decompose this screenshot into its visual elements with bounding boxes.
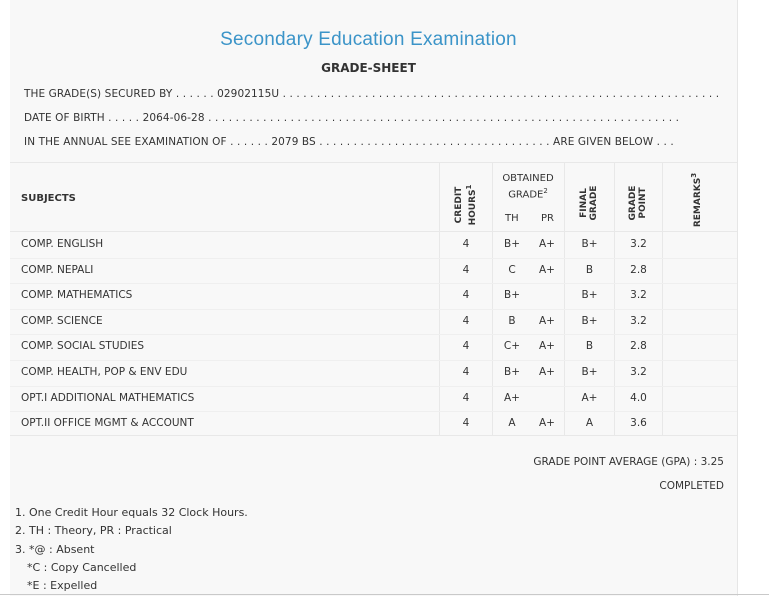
- final-grade-cell: B+: [581, 366, 598, 378]
- credit-header-line2: [464, 175, 478, 235]
- grade-point-cell: 3.6: [630, 417, 647, 429]
- secured-by-line: [24, 88, 719, 100]
- table-top-rule: [10, 162, 737, 163]
- th-cell: A: [508, 417, 516, 429]
- pr-cell: A+: [539, 315, 555, 327]
- grade-point-cell: 3.2: [630, 366, 647, 378]
- final-grade-cell: B+: [581, 238, 598, 250]
- th-cell: B: [508, 315, 516, 327]
- exam-year: 2079 BS: [271, 136, 316, 148]
- row-divider: [10, 386, 737, 387]
- exam-line: [24, 136, 674, 148]
- col-divider: [662, 162, 663, 435]
- pr-cell: A+: [539, 264, 555, 276]
- subject-cell: OPT.I ADDITIONAL MATHEMATICS: [21, 392, 195, 404]
- note-credit-hour: 1. One Credit Hour equals 32 Clock Hours.: [15, 506, 248, 519]
- final-grade-header: [579, 173, 599, 233]
- exam-dots: . . . . . . . . . . . . . . . . . . . . . . . . . . . . . . . . . .: [319, 136, 550, 148]
- final-header-line1: FINAL: [579, 188, 589, 218]
- dob-prefix: DATE OF BIRTH . . . . .: [24, 112, 140, 124]
- col-divider: [492, 162, 493, 435]
- credit-cell: 4: [462, 238, 470, 250]
- exam-suffix: ARE GIVEN BELOW . . .: [553, 136, 674, 148]
- row-divider: [10, 283, 737, 284]
- gp-header-line2: POINT: [638, 187, 648, 219]
- pr-cell: A+: [539, 340, 555, 352]
- row-divider: [10, 334, 737, 335]
- final-grade-cell: B: [585, 340, 594, 352]
- credit-cell: 4: [462, 289, 470, 301]
- note-th-pr: 2. TH : Theory, PR : Practical: [15, 524, 172, 537]
- secured-by-prefix: THE GRADE(S) SECURED BY . . . . . .: [24, 88, 214, 100]
- row-divider: [10, 411, 737, 412]
- remarks-header-text: [689, 168, 703, 232]
- row-divider: [10, 360, 737, 361]
- remarks-header: [689, 168, 703, 232]
- credit-cell: 4: [462, 264, 470, 276]
- obtained-header-grade: GRADE: [508, 189, 544, 201]
- subject-cell: COMP. MATHEMATICS: [21, 289, 133, 301]
- final-grade-cell: A: [585, 417, 594, 429]
- credit-header-sup: 1: [465, 184, 473, 190]
- note-absent: 3. *@ : Absent: [15, 543, 95, 556]
- grade-point-cell: 2.8: [630, 340, 647, 352]
- final-grade-cell: B+: [581, 315, 598, 327]
- grade-point-cell: 2.8: [630, 264, 647, 276]
- grade-point-cell: 3.2: [630, 289, 647, 301]
- credit-cell: 4: [462, 366, 470, 378]
- obtained-header-line1: OBTAINED: [502, 173, 554, 184]
- grade-point-cell: 3.2: [630, 315, 647, 327]
- subject-cell: COMP. ENGLISH: [21, 238, 104, 250]
- bottom-border: [0, 594, 769, 595]
- right-border: [737, 0, 738, 596]
- credit-cell: 4: [462, 315, 470, 327]
- credit-cell: 4: [462, 417, 470, 429]
- subject-cell: COMP. HEALTH, POP & ENV EDU: [21, 366, 188, 378]
- remarks-header-sup: 3: [690, 172, 698, 178]
- final-grade-cell: B: [585, 264, 594, 276]
- th-cell: B+: [503, 238, 520, 250]
- obtained-grade-header: [492, 172, 564, 201]
- th-cell: B+: [503, 366, 520, 378]
- credit-cell: 4: [462, 340, 470, 352]
- subject-cell: COMP. SCIENCE: [21, 315, 103, 327]
- sheet-title: GRADE-SHEET: [321, 61, 416, 75]
- remarks-header-label: REMARKS: [693, 177, 703, 228]
- result-status: COMPLETED: [659, 480, 724, 492]
- final-header-line2: GRADE: [589, 185, 599, 221]
- date-of-birth: 2064-06-28: [142, 112, 205, 124]
- credit-hours-header: [454, 175, 478, 235]
- credit-header-line1: CREDIT: [454, 186, 464, 224]
- credit-header-hours: HOURS: [468, 189, 478, 226]
- exam-title: Secondary Education Examination: [220, 29, 517, 50]
- credit-cell: 4: [462, 392, 470, 404]
- th-cell: C+: [503, 340, 521, 352]
- obtained-header-line2: [492, 185, 564, 201]
- subject-cell: COMP. NEPALI: [21, 264, 94, 276]
- pr-cell: A+: [539, 366, 555, 378]
- row-divider: [10, 309, 737, 310]
- subject-cell: COMP. SOCIAL STUDIES: [21, 340, 145, 352]
- secured-by-dots: . . . . . . . . . . . . . . . . . . . . . . . . . . . . . . . . . . . . . . . . . . . . . . . . . . . . . . . . . . . . . . . .: [282, 88, 720, 100]
- symbol-number: 02902115U: [217, 88, 280, 100]
- pr-cell: A+: [539, 417, 555, 429]
- grade-point-header: [628, 173, 648, 233]
- th-cell: A+: [504, 392, 520, 404]
- dob-dots: . . . . . . . . . . . . . . . . . . . . . . . . . . . . . . . . . . . . . . . . . . . . . . . . . . . . . . . . . . . . . . . . . . . . .: [208, 112, 680, 124]
- row-divider: [10, 258, 737, 259]
- pr-cell: A+: [539, 238, 555, 250]
- gp-header-line1: GRADE: [628, 185, 638, 221]
- pr-header: PR: [541, 213, 554, 224]
- th-cell: C: [508, 264, 516, 276]
- th-cell: B+: [503, 289, 520, 301]
- final-grade-cell: A+: [581, 392, 598, 404]
- subjects-header: SUBJECTS: [21, 193, 76, 204]
- final-grade-cell: B+: [581, 289, 598, 301]
- th-header: TH: [505, 213, 519, 224]
- grade-point-cell: 4.0: [630, 392, 647, 404]
- gpa-summary: GRADE POINT AVERAGE (GPA) : 3.25: [533, 456, 724, 468]
- obtained-header-sup: 2: [543, 187, 548, 195]
- dob-line: [24, 112, 679, 124]
- note-expelled: *E : Expelled: [27, 579, 98, 592]
- table-bottom-rule: [10, 435, 737, 436]
- grade-point-cell: 3.2: [630, 238, 647, 250]
- note-copy-cancelled: *C : Copy Cancelled: [27, 561, 137, 574]
- exam-prefix: IN THE ANNUAL SEE EXAMINATION OF . . . . . .: [24, 136, 268, 148]
- subject-cell: OPT.II OFFICE MGMT & ACCOUNT: [21, 417, 194, 429]
